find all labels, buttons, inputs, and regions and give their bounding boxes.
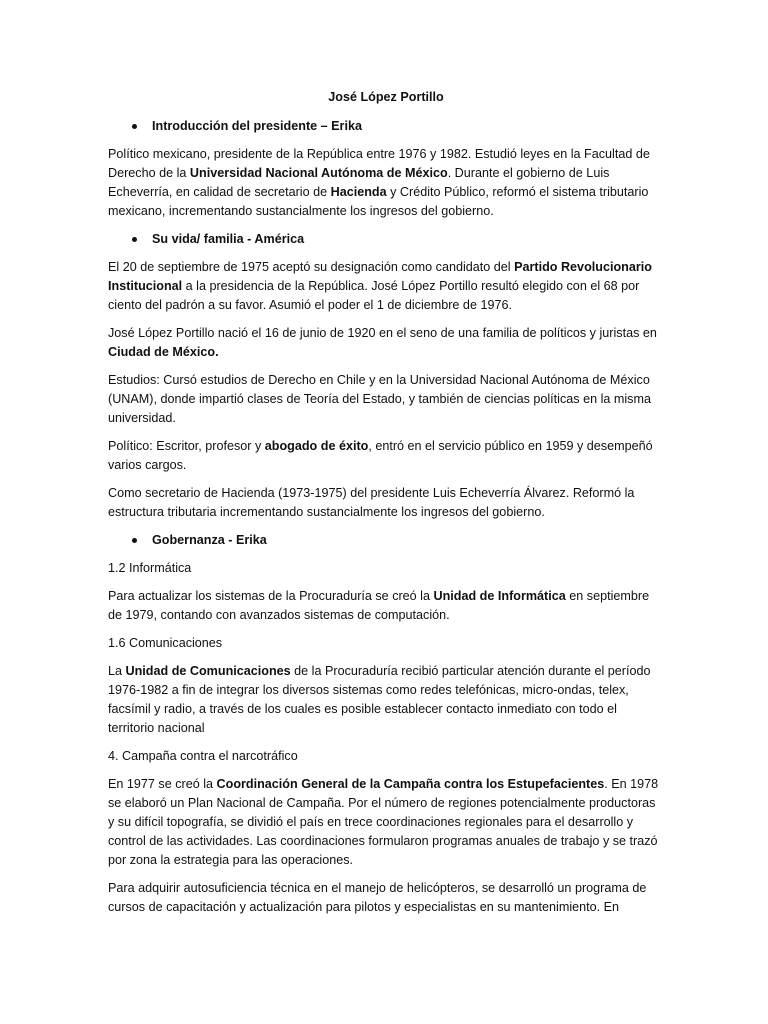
bullet-intro <box>108 117 664 136</box>
vida-p1-a: El 20 de septiembre de 1975 aceptó su designación como candidato del <box>108 260 515 274</box>
intro-text-d: Hacienda <box>330 185 387 199</box>
vida-paragraph-5: Como secretario de Hacienda (1973-1975) del presidente Luis Echeverría Álvarez. Reformó la estructura tributaria incrementando sustancialmente los ingresos del gobierno. <box>108 486 635 519</box>
bullet-dot-icon <box>132 124 137 129</box>
comunicaciones-paragraph <box>108 662 664 738</box>
camp-p1-c: . En 1978 se elaboró un Plan Nacional de Campaña. Por el número de regiones potencialmente productoras y su difícil topografía, se dividió el país en trece coordinaciones regionales para el desarrollo y control de las actividades. Las coordinaciones formularon programas anuales de trabajo y se trazó por zona la estrategia para las operaciones. <box>108 777 659 867</box>
bullet-intro-text: Introducción del presidente – Erika <box>152 119 362 133</box>
vida-p1-c: a la presidencia de la República. José López Portillo resultó elegido con el 68 por ciento del padrón a su favor. Asumió el poder el 1 de diciembre de 1976. <box>108 279 640 312</box>
bullet-vida <box>108 230 664 249</box>
heading-comunicaciones: 1.6 Comunicaciones <box>108 636 223 650</box>
heading-informatica: 1.2 Informática <box>108 561 192 575</box>
document-content <box>108 88 664 926</box>
camp-p1-b: Coordinación General de la Campaña contra los Estupefacientes <box>216 777 605 791</box>
bullet-dot-icon <box>132 538 137 543</box>
vida-p2-b: Ciudad de México. <box>108 345 219 359</box>
inf-p1-c: en septiembre de 1979, contando con avanzados sistemas de computación. <box>108 589 650 622</box>
document-title: José López Portillo <box>328 90 444 104</box>
bullet-dot-icon <box>132 237 137 242</box>
campana-paragraph-1 <box>108 775 664 870</box>
vida-p2-a: José López Portillo nació el 16 de junio de 1920 en el seno de una familia de políticos y juristas en <box>108 326 657 340</box>
vida-paragraph-1 <box>108 258 664 315</box>
vida-paragraph-4 <box>108 437 664 475</box>
camp-p1-a: En 1977 se creó la <box>108 777 217 791</box>
bullet-gobernanza <box>108 531 664 550</box>
inf-p1-a: Para actualizar los sistemas de la Procuraduría se creó la <box>108 589 434 603</box>
intro-text-b: Universidad Nacional Autónoma de México <box>189 166 448 180</box>
vida-p4-c: , entró en el servicio público en 1959 y desempeñó varios cargos. <box>108 439 653 472</box>
bullet-vida-text: Su vida/ familia - América <box>152 232 305 246</box>
heading-campana: 4. Campaña contra el narcotráfico <box>108 749 298 763</box>
intro-text-e: y Crédito Público, reformó el sistema tributario mexicano, incrementando sustancialmente los ingresos del gobierno. <box>108 185 649 218</box>
intro-paragraph <box>108 145 664 221</box>
com-p1-a: La <box>108 664 126 678</box>
vida-paragraph-3: Estudios: Cursó estudios de Derecho en Chile y en la Universidad Nacional Autónoma de México (UNAM), donde impartió clases de Teoría del Estado, y también de ciencias políticas en la misma universidad. <box>108 373 651 425</box>
intro-text-c: . Durante el gobierno de Luis Echeverría, en calidad de secretario de <box>108 166 610 199</box>
com-p1-c: de la Procuraduría recibió particular atención durante el período 1976-1982 a fin de integrar los diversos sistemas como redes telefónicas, micro-ondas, telex, facsímil y radio, a través de los cuales es posible establecer contacto inmediato con todo el territorio nacional <box>108 664 651 735</box>
vida-paragraph-2 <box>108 324 664 362</box>
intro-text-a: Político mexicano, presidente de la República entre 1976 y 1982. Estudió leyes en la Facultad de Derecho de la <box>108 147 650 180</box>
informatica-paragraph <box>108 587 664 625</box>
com-p1-b: Unidad de Comunicaciones <box>125 664 291 678</box>
campana-paragraph-2: Para adquirir autosuficiencia técnica en el manejo de helicópteros, se desarrolló un programa de cursos de capacitación y actualización para pilotos y especialistas en su mantenimiento. En <box>108 881 647 914</box>
inf-p1-b: Unidad de Informática <box>433 589 566 603</box>
vida-p1-b: Partido Revolucionario Institucional <box>108 260 652 293</box>
vida-p4-b: abogado de éxito <box>264 439 369 453</box>
vida-p4-a: Político: Escritor, profesor y <box>108 439 265 453</box>
bullet-gobernanza-text: Gobernanza - Erika <box>152 533 267 547</box>
